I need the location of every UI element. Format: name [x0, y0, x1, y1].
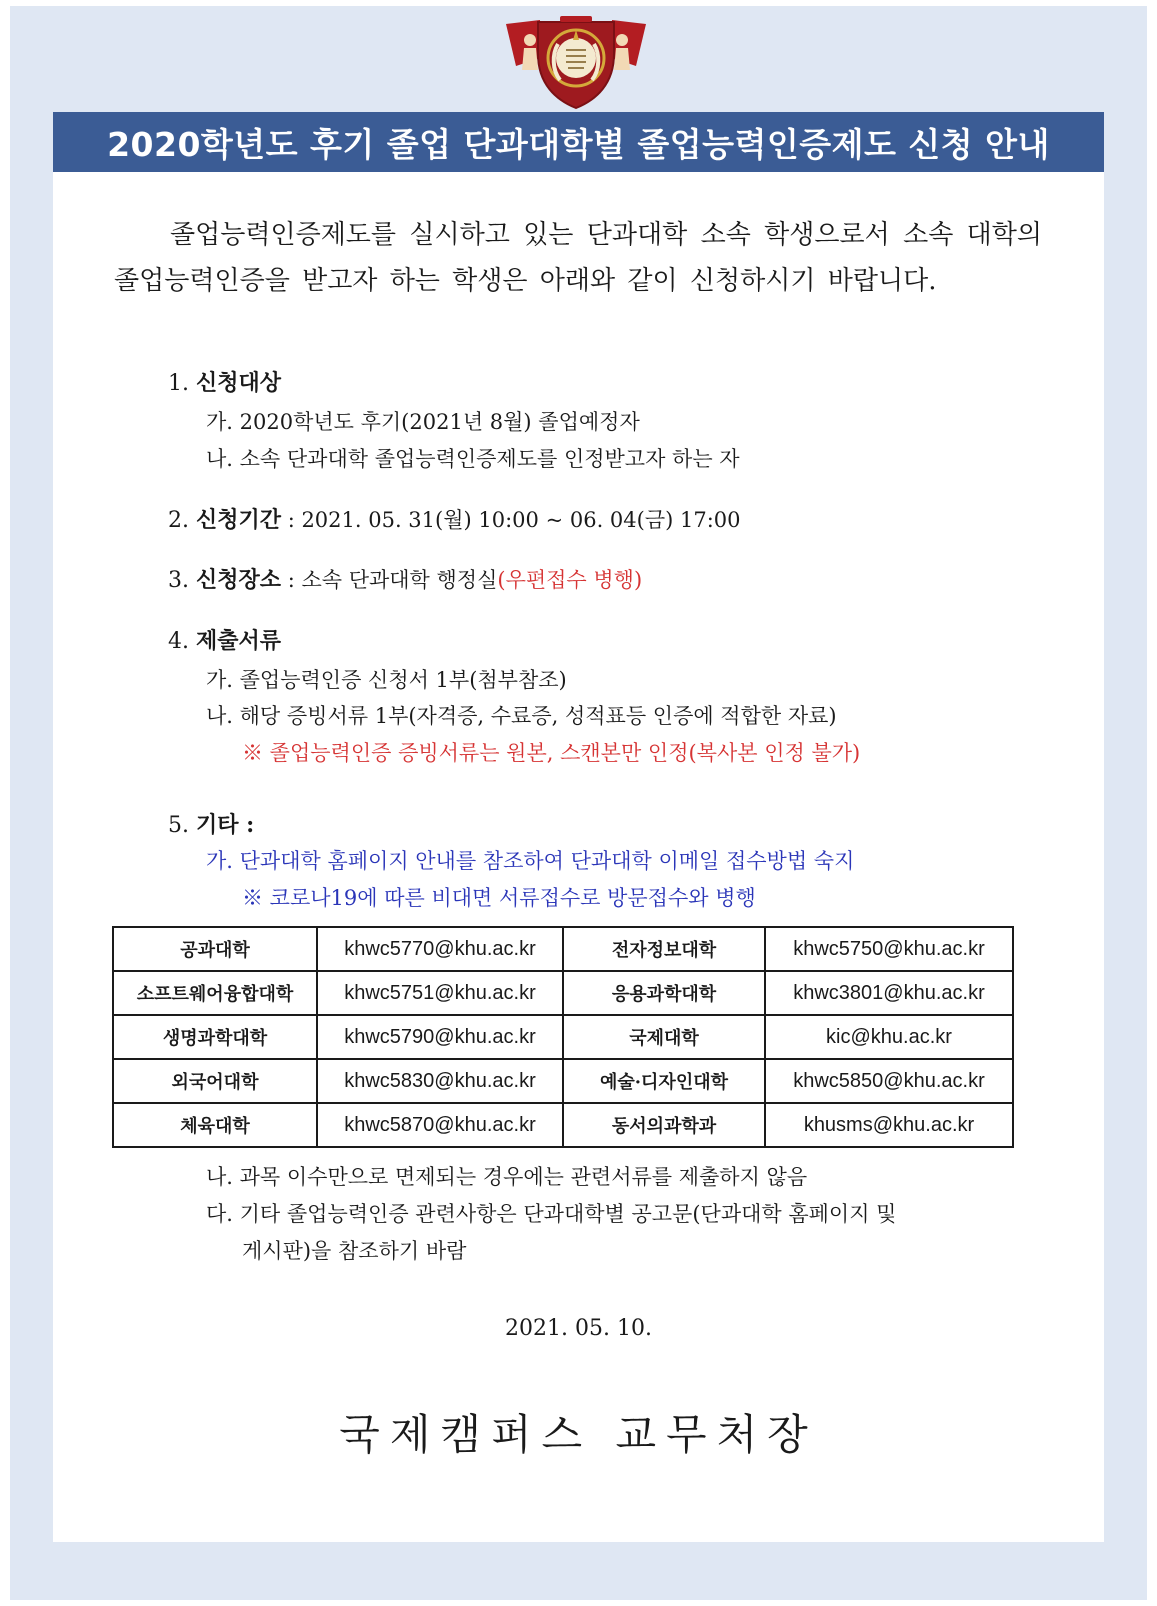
other-note: ※ 코로나19에 따른 비대면 서류접수로 방문접수와 병행	[242, 886, 756, 910]
issuer-signature: 국제캠퍼스 교무처장	[339, 1410, 818, 1459]
section-documents-number: 4.	[168, 629, 189, 654]
college-email[interactable]: khwc5830@khu.ac.kr	[317, 1059, 563, 1103]
section-place-note: (우편접수 병행)	[497, 568, 643, 592]
college-email[interactable]: khwc5750@khu.ac.kr	[765, 927, 1013, 971]
section-other-number: 5.	[168, 813, 189, 838]
section-target-number: 1.	[168, 371, 189, 396]
college-email[interactable]: khwc5870@khu.ac.kr	[317, 1103, 563, 1147]
target-item-b: 나. 소속 단과대학 졸업능력인증제도를 인정받고자 하는 자	[206, 447, 740, 471]
college-email[interactable]: khwc5770@khu.ac.kr	[317, 927, 563, 971]
college-name: 동서의과학과	[563, 1103, 765, 1147]
other-item-c-line2: 게시판)을 참조하기 바람	[242, 1239, 467, 1263]
section-period-value: : 2021. 05. 31(월) 10:00 ~ 06. 04(금) 17:00	[281, 508, 741, 532]
college-email[interactable]: khwc5850@khu.ac.kr	[765, 1059, 1013, 1103]
college-email[interactable]: khwc5751@khu.ac.kr	[317, 971, 563, 1015]
section-period-title: 신청기간	[196, 507, 282, 533]
table-row	[113, 1015, 1013, 1059]
other-item-b: 나. 과목 이수만으로 면제되는 경우에는 관련서류를 제출하지 않음	[206, 1165, 808, 1189]
document-date: 2021. 05. 10.	[505, 1316, 652, 1341]
college-name: 공과대학	[113, 927, 317, 971]
section-period	[168, 503, 741, 534]
college-name: 응용과학대학	[563, 971, 765, 1015]
college-name: 전자정보대학	[563, 927, 765, 971]
section-place	[168, 563, 642, 594]
college-email[interactable]: khwc5790@khu.ac.kr	[317, 1015, 563, 1059]
college-name: 생명과학대학	[113, 1015, 317, 1059]
section-target-heading	[168, 366, 281, 397]
college-email-table	[112, 926, 1014, 1148]
table-row	[113, 971, 1013, 1015]
other-item-c-line1: 다. 기타 졸업능력인증 관련사항은 단과대학별 공고문(단과대학 홈페이지 및	[206, 1202, 897, 1226]
table-row	[113, 927, 1013, 971]
table-row	[113, 1059, 1013, 1103]
intro-paragraph: 졸업능력인증제도를 실시하고 있는 단과대학 소속 학생으로서 소속 대학의 졸업능력인증을 받고자 하는 학생은 아래와 같이 신청하시기 바랍니다.	[114, 220, 1042, 296]
college-email[interactable]: khusms@khu.ac.kr	[765, 1103, 1013, 1147]
college-email[interactable]: khwc3801@khu.ac.kr	[765, 971, 1013, 1015]
section-place-number: 3.	[168, 568, 189, 593]
page-title: 2020학년도 후기 졸업 단과대학별 졸업능력인증제도 신청 안내	[53, 112, 1104, 172]
section-period-number: 2.	[168, 508, 189, 533]
table-row	[113, 1103, 1013, 1147]
target-item-a: 가. 2020학년도 후기(2021년 8월) 졸업예정자	[206, 410, 640, 434]
section-place-title: 신청장소	[196, 567, 282, 593]
college-email[interactable]: kic@khu.ac.kr	[765, 1015, 1013, 1059]
section-target-title: 신청대상	[196, 370, 282, 396]
documents-note: ※ 졸업능력인증 증빙서류는 원본, 스캔본만 인정(복사본 인정 불가)	[242, 741, 861, 765]
section-documents-title: 제출서류	[196, 628, 282, 654]
college-name: 예술·디자인대학	[563, 1059, 765, 1103]
section-place-value: : 소속 단과대학 행정실	[281, 568, 498, 592]
college-name: 국제대학	[563, 1015, 765, 1059]
section-other-title: 기타 :	[196, 812, 255, 838]
college-name: 체육대학	[113, 1103, 317, 1147]
section-other-heading	[168, 808, 254, 839]
college-name: 외국어대학	[113, 1059, 317, 1103]
section-documents-heading	[168, 624, 281, 655]
college-name: 소프트웨어융합대학	[113, 971, 317, 1015]
documents-item-b: 나. 해당 증빙서류 1부(자격증, 수료증, 성적표등 인증에 적합한 자료)	[206, 704, 837, 728]
documents-item-a: 가. 졸업능력인증 신청서 1부(첨부참조)	[206, 668, 567, 692]
other-item-a: 가. 단과대학 홈페이지 안내를 참조하여 단과대학 이메일 접수방법 숙지	[206, 849, 855, 873]
university-emblem-icon	[500, 14, 652, 110]
